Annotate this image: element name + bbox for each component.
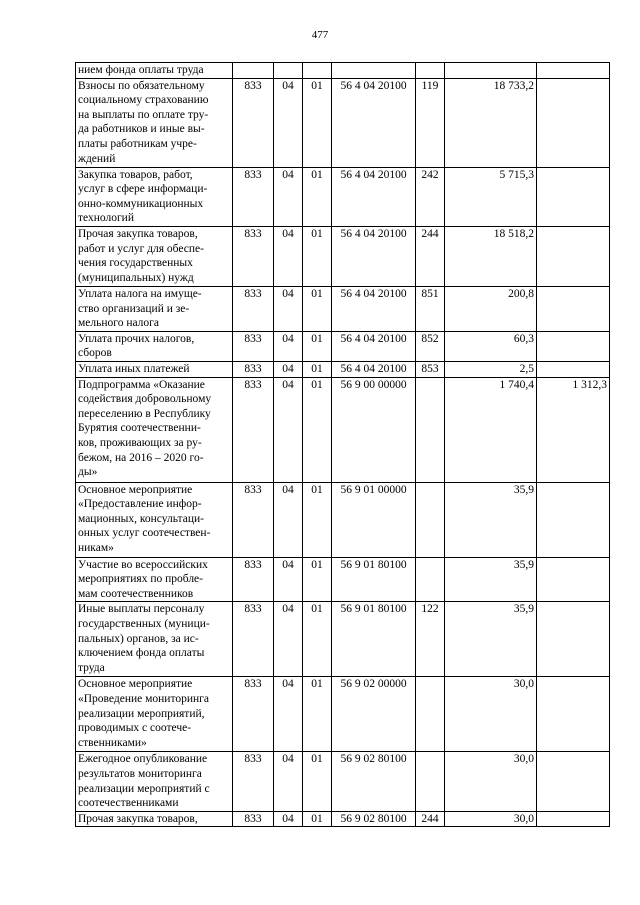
item-name-cell (76, 811, 233, 827)
amount-cell: 30,0 (445, 752, 537, 811)
expense-type-cell: 244 (416, 226, 445, 286)
ministry-code-cell: 833 (233, 78, 274, 167)
item-name-line: ство организаций и зе- (78, 302, 190, 315)
table-row (76, 602, 610, 677)
target-article-cell: 56 9 00 00000 (332, 377, 416, 482)
amount-extra-cell (537, 63, 610, 79)
amount-cell: 18 733,2 (445, 78, 537, 167)
ministry-code-cell: 833 (233, 361, 274, 377)
item-name-cell (76, 482, 233, 557)
ministry-code-cell: 833 (233, 752, 274, 811)
item-name-cell (76, 167, 233, 226)
ministry-code-cell: 833 (233, 482, 274, 557)
table-row (76, 226, 610, 286)
item-name-line: Прочая закупка товаров, (78, 227, 198, 240)
item-name-line: да работников и иные вы- (78, 123, 205, 136)
ministry-code-cell: 833 (233, 331, 274, 361)
page-number: 477 (311, 29, 329, 41)
item-name-cell (76, 677, 233, 752)
item-name-line: сборов (78, 347, 112, 360)
ministry-code-cell: 833 (233, 557, 274, 602)
amount-cell: 200,8 (445, 286, 537, 331)
item-name-line: государственных (муници- (78, 617, 210, 630)
item-name-cell (76, 377, 233, 482)
amount-cell: 5 715,3 (445, 167, 537, 226)
item-name-cell (76, 63, 233, 79)
subsection-code-cell: 01 (303, 78, 332, 167)
item-name-line: Участие во всероссийских (78, 558, 208, 571)
section-code-cell: 04 (274, 677, 303, 752)
item-name-cell (76, 331, 233, 361)
amount-extra-cell (537, 811, 610, 827)
target-article-cell: 56 4 04 20100 (332, 226, 416, 286)
amount-extra-cell (537, 331, 610, 361)
item-name-cell (76, 361, 233, 377)
item-name-line: Прочая закупка товаров, (78, 812, 198, 825)
subsection-code-cell: 01 (303, 557, 332, 602)
item-name-line: работ и услуг для обеспе- (78, 242, 204, 255)
table-body (76, 63, 610, 827)
expense-type-cell: 244 (416, 811, 445, 827)
amount-extra-cell (537, 226, 610, 286)
section-code-cell: 04 (274, 286, 303, 331)
item-name-cell (76, 557, 233, 602)
ministry-code-cell: 833 (233, 167, 274, 226)
table-row (76, 677, 610, 752)
table-row (76, 167, 610, 226)
table-row (76, 331, 610, 361)
section-code-cell: 04 (274, 361, 303, 377)
item-name-line: Уплата налога на имуще- (78, 287, 202, 300)
item-name-line: Основное мероприятие (78, 678, 193, 691)
item-name-cell (76, 752, 233, 811)
item-name-line: проводимых с соотече- (78, 722, 192, 735)
item-name-line: онно-коммуникационных (78, 197, 204, 210)
amount-cell: 18 518,2 (445, 226, 537, 286)
subsection-code-cell: 01 (303, 677, 332, 752)
expense-type-cell (416, 557, 445, 602)
item-name-line: технологий (78, 212, 134, 225)
item-name-cell (76, 78, 233, 167)
section-code-cell (274, 63, 303, 79)
table-row (76, 286, 610, 331)
item-name-line: платы работникам учре- (78, 137, 197, 150)
expense-type-cell: 851 (416, 286, 445, 331)
item-name-line: «Проведение мониторинга (78, 692, 209, 705)
section-code-cell: 04 (274, 811, 303, 827)
subsection-code-cell: 01 (303, 602, 332, 677)
amount-cell: 2,5 (445, 361, 537, 377)
subsection-code-cell: 01 (303, 331, 332, 361)
ministry-code-cell (233, 63, 274, 79)
amount-extra-cell (537, 286, 610, 331)
subsection-code-cell: 01 (303, 377, 332, 482)
table-row (76, 377, 610, 482)
subsection-code-cell: 01 (303, 167, 332, 226)
item-name-line: мационных, консультаци- (78, 512, 204, 525)
amount-extra-cell (537, 752, 610, 811)
target-article-cell: 56 4 04 20100 (332, 286, 416, 331)
item-name-cell (76, 226, 233, 286)
item-name-line: нием фонда оплаты труда (78, 64, 204, 76)
ministry-code-cell: 833 (233, 677, 274, 752)
target-article-cell: 56 9 02 80100 (332, 811, 416, 827)
target-article-cell: 56 9 01 80100 (332, 557, 416, 602)
item-name-line: бежом, на 2016 – 2020 го- (78, 451, 204, 464)
expense-type-cell: 122 (416, 602, 445, 677)
expense-type-cell (416, 377, 445, 482)
table-row (76, 63, 610, 79)
subsection-code-cell: 01 (303, 226, 332, 286)
section-code-cell: 04 (274, 167, 303, 226)
section-code-cell: 04 (274, 557, 303, 602)
target-article-cell: 56 9 02 00000 (332, 677, 416, 752)
item-name-line: пальных) органов, за ис- (78, 632, 199, 645)
expense-type-cell (416, 677, 445, 752)
item-name-line: «Предоставление инфор- (78, 498, 202, 511)
item-name-line: ждений (78, 152, 116, 165)
amount-cell: 35,9 (445, 482, 537, 557)
item-name-line: социальному страхованию (78, 94, 209, 107)
item-name-line: на выплаты по оплате тру- (78, 108, 209, 121)
amount-extra-cell (537, 557, 610, 602)
item-name-line: соотечественниками (78, 797, 179, 810)
item-name-line: Уплата прочих налогов, (78, 332, 195, 345)
item-name-line: Взносы по обязательному (78, 79, 205, 92)
amount-extra-cell: 1 312,3 (537, 377, 610, 482)
section-code-cell: 04 (274, 78, 303, 167)
expense-type-cell: 852 (416, 331, 445, 361)
item-name-line: Иные выплаты персоналу (78, 603, 205, 616)
subsection-code-cell: 01 (303, 811, 332, 827)
item-name-line: мероприятиях по пробле- (78, 573, 203, 586)
item-name-line: Подпрограмма «Оказание (78, 378, 205, 391)
table-row (76, 361, 610, 377)
amount-cell (445, 63, 537, 79)
item-name-cell (76, 602, 233, 677)
budget-table (75, 62, 610, 827)
item-name-line: Бурятия соотечественни- (78, 422, 201, 435)
subsection-code-cell: 01 (303, 286, 332, 331)
target-article-cell: 56 4 04 20100 (332, 361, 416, 377)
target-article-cell: 56 4 04 20100 (332, 167, 416, 226)
amount-cell: 60,3 (445, 331, 537, 361)
section-code-cell: 04 (274, 331, 303, 361)
amount-extra-cell (537, 361, 610, 377)
item-name-line: результатов мониторинга (78, 767, 202, 780)
item-name-line: Основное мероприятие (78, 483, 193, 496)
amount-extra-cell (537, 167, 610, 226)
amount-cell: 30,0 (445, 677, 537, 752)
item-name-line: услуг в сфере информаци- (78, 183, 208, 196)
target-article-cell: 56 9 02 80100 (332, 752, 416, 811)
item-name-line: никам» (78, 541, 114, 554)
section-code-cell: 04 (274, 602, 303, 677)
ministry-code-cell: 833 (233, 226, 274, 286)
section-code-cell: 04 (274, 482, 303, 557)
item-name-line: Ежегодное опубликование (78, 753, 208, 766)
item-name-line: мам соотечественников (78, 587, 194, 600)
table-row (76, 811, 610, 827)
amount-cell: 35,9 (445, 602, 537, 677)
target-article-cell (332, 63, 416, 79)
table-row (76, 78, 610, 167)
item-name-line: реализации мероприятий с (78, 782, 210, 795)
expense-type-cell: 119 (416, 78, 445, 167)
item-name-line: ков, проживающих за ру- (78, 436, 202, 449)
amount-cell: 35,9 (445, 557, 537, 602)
amount-cell: 30,0 (445, 811, 537, 827)
amount-extra-cell (537, 677, 610, 752)
item-name-line: ключением фонда оплаты (78, 647, 205, 660)
item-name-line: мельного налога (78, 317, 159, 330)
amount-cell: 1 740,4 (445, 377, 537, 482)
subsection-code-cell: 01 (303, 482, 332, 557)
item-name-cell (76, 286, 233, 331)
item-name-line: (муниципальных) нужд (78, 271, 194, 284)
amount-extra-cell (537, 482, 610, 557)
section-code-cell: 04 (274, 377, 303, 482)
expense-type-cell (416, 752, 445, 811)
item-name-line: онных услуг соотечествен- (78, 527, 211, 540)
item-name-line: Закупка товаров, работ, (78, 168, 193, 181)
item-name-line: труда (78, 661, 105, 674)
amount-extra-cell (537, 602, 610, 677)
expense-type-cell: 853 (416, 361, 445, 377)
amount-extra-cell (537, 78, 610, 167)
item-name-line: Уплата иных платежей (78, 362, 190, 375)
item-name-line: ды» (78, 466, 98, 479)
expense-type-cell: 242 (416, 167, 445, 226)
section-code-cell: 04 (274, 226, 303, 286)
item-name-line: реализации мероприятий, (78, 707, 205, 720)
item-name-line: ственниками» (78, 736, 147, 749)
table-row (76, 482, 610, 557)
ministry-code-cell: 833 (233, 286, 274, 331)
ministry-code-cell: 833 (233, 811, 274, 827)
table-row (76, 557, 610, 602)
subsection-code-cell: 01 (303, 361, 332, 377)
target-article-cell: 56 9 01 80100 (332, 602, 416, 677)
item-name-line: переселению в Республику (78, 407, 211, 420)
section-code-cell: 04 (274, 752, 303, 811)
subsection-code-cell (303, 63, 332, 79)
target-article-cell: 56 9 01 00000 (332, 482, 416, 557)
ministry-code-cell: 833 (233, 377, 274, 482)
item-name-line: содействия добровольному (78, 393, 212, 406)
expense-type-cell (416, 482, 445, 557)
item-name-line: чения государственных (78, 257, 193, 270)
target-article-cell: 56 4 04 20100 (332, 331, 416, 361)
subsection-code-cell: 01 (303, 752, 332, 811)
target-article-cell: 56 4 04 20100 (332, 78, 416, 167)
expense-type-cell (416, 63, 445, 79)
table-row (76, 752, 610, 811)
ministry-code-cell: 833 (233, 602, 274, 677)
